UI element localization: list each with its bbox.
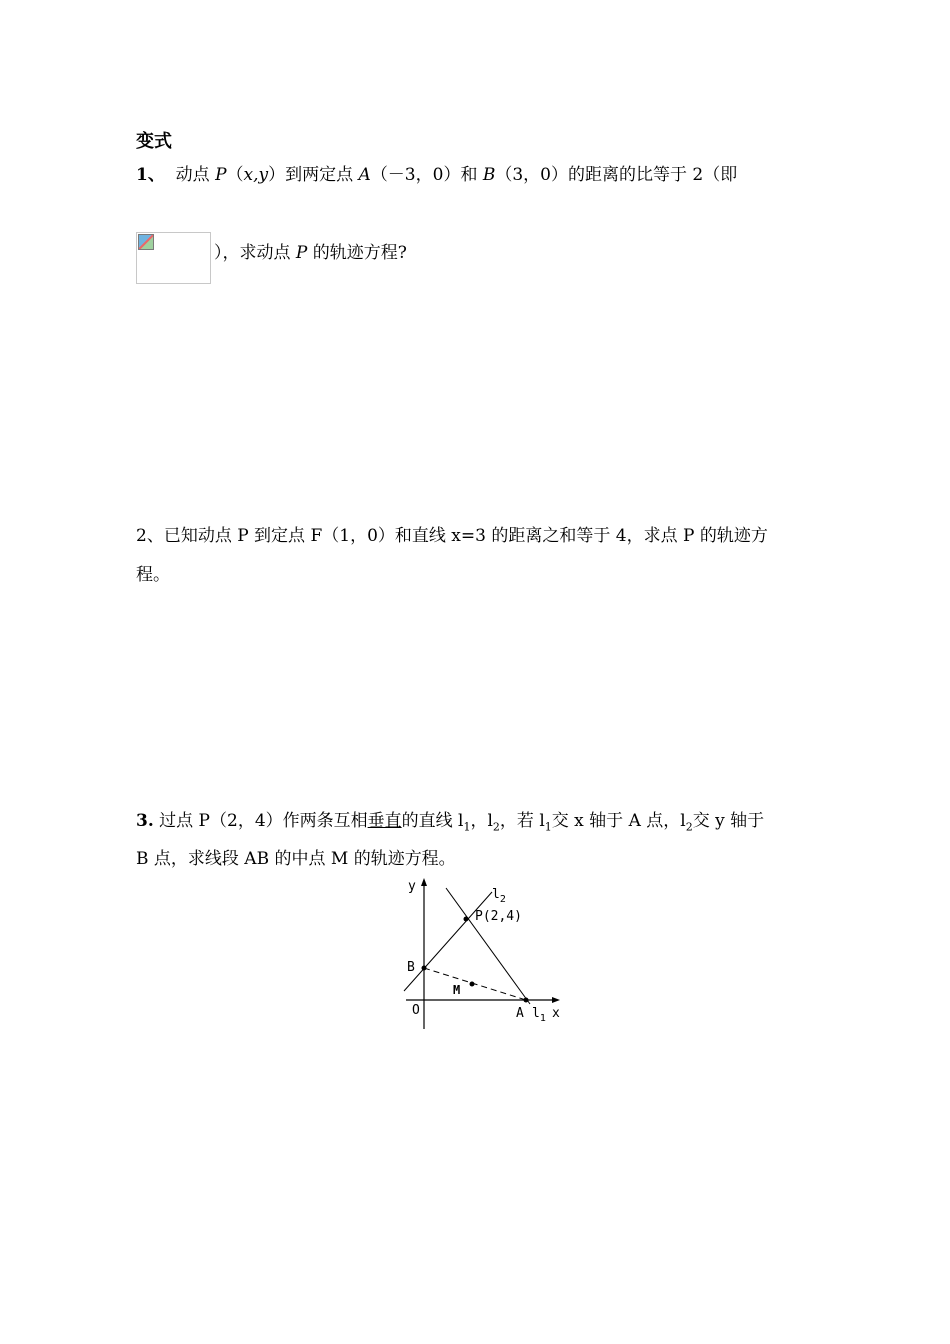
- q3-underlined-text: 垂直: [367, 811, 402, 831]
- q3-subscript: 2: [492, 820, 500, 834]
- q1-b-coords: （3，0）的距离的比等于 2（即: [495, 165, 738, 185]
- segment-ab: [424, 968, 526, 1000]
- question-2-line-1: 2、已知动点 P 到定点 F（1，0）和直线 x=3 的距离之和等于 4，求点 P 的轨迹方: [136, 526, 768, 546]
- q3-subscript: 2: [685, 820, 693, 834]
- q1-point-b: B: [482, 165, 496, 185]
- label-b: B: [407, 960, 415, 975]
- q1-point-p: P: [215, 165, 227, 185]
- label-y: y: [408, 879, 416, 894]
- q1-text: 动点: [175, 165, 210, 185]
- q3-text: 过点 P（2，4）作两条互相: [159, 811, 368, 831]
- question-1-line-1: [136, 160, 737, 185]
- q3-text: ，l: [470, 811, 493, 831]
- geometry-figure: [396, 874, 576, 1034]
- q1-text: 到两定点: [285, 165, 354, 185]
- q1-xy-close: ）: [268, 165, 286, 185]
- question-2-line-2: 程。: [136, 565, 170, 585]
- label-x: x: [552, 1006, 560, 1021]
- q3-text: 交 x 轴于 A 点，l: [551, 811, 686, 831]
- label-p: P(2,4): [475, 909, 522, 924]
- label-l1: $l_1$: [532, 1006, 546, 1024]
- q1-xy-open: （: [226, 165, 244, 185]
- point-p: [464, 917, 469, 922]
- question-1-number: 1、: [136, 165, 165, 185]
- question-1-line-2: [214, 238, 407, 263]
- q1-xy: x,y: [243, 165, 269, 185]
- point-a: [524, 998, 529, 1003]
- label-a: A: [516, 1006, 524, 1021]
- q3-text: ，若 l: [499, 811, 545, 831]
- q3-subscript: 1: [463, 820, 471, 834]
- line-l2: [404, 892, 492, 991]
- q1-a-coords: （－3，0）和: [370, 165, 478, 185]
- question-3-line-1: [136, 806, 764, 833]
- question-3-number: 3.: [136, 811, 154, 831]
- q3-text: 的直线 l: [401, 811, 464, 831]
- q1-text: ），求动点: [214, 243, 291, 263]
- label-m: M: [453, 983, 461, 997]
- section-heading: 变式: [136, 131, 172, 152]
- q1-point-a: A: [358, 165, 371, 185]
- q1-point-p: P: [295, 243, 308, 263]
- y-axis-arrow: [421, 878, 427, 886]
- q1-text: 的轨迹方程?: [312, 243, 407, 263]
- point-m: [470, 982, 475, 987]
- q3-subscript: 1: [544, 820, 552, 834]
- label-o: O: [412, 1003, 420, 1018]
- question-3-line-2: B 点，求线段 AB 的中点 M 的轨迹方程。: [136, 849, 456, 869]
- label-l2: $l_2$: [492, 887, 506, 905]
- q3-text: 交 y 轴于: [692, 811, 765, 831]
- x-axis-arrow: [552, 997, 560, 1003]
- broken-image-icon: [138, 234, 154, 250]
- broken-formula-image: [136, 232, 211, 284]
- point-b: [422, 966, 427, 971]
